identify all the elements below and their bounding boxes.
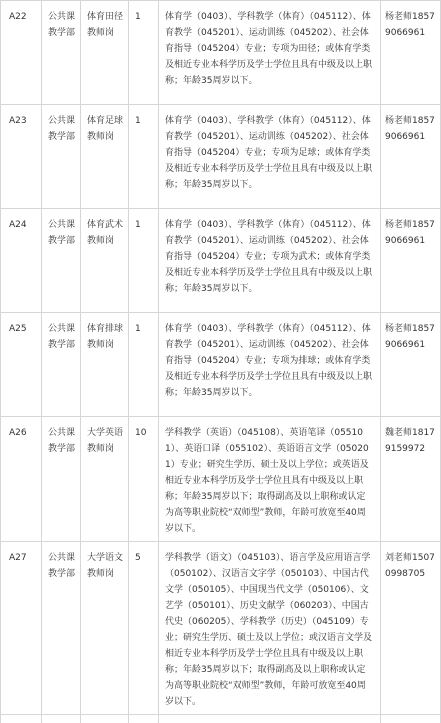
department-cell: 公共课教学部	[42, 542, 81, 715]
table-row	[1, 542, 441, 715]
position-name-cell: 体育排球教师岗	[81, 313, 129, 417]
department-cell: 公共课教学部	[42, 417, 81, 542]
position-code: A25	[1, 313, 42, 417]
position-code: A26	[1, 417, 42, 542]
department-cell: 公共课教学部	[42, 209, 81, 313]
headcount-cell: 5	[129, 542, 159, 715]
requirements-cell: 学科教学（英语）（045108）、英语笔译（055101）、英语口译（055102）、英语语言文学（050201）专业；研究生学历、硕士及以上学位；或英语及相近专业本科学历及学士学位且具有中级及以上职称；年龄35周岁以下；取得副高及以上职称或认定为高等职业院校“双师型”教师，年龄可放宽至40周岁以下。	[159, 417, 381, 542]
requirements-cell: 体育学（0403）、学科教学（体育）（045112）、体育教学（045201）、运动训练（045202）、社会体育指导（045204）专业；专项为排球；或体育学类及相近专业本科学历及学士学位且具有中级及以上职称；年龄35周岁以下。	[159, 313, 381, 417]
table-row	[1, 417, 441, 542]
requirements-cell: 学科教学（语文）（045103）、语言学及应用语言学（050102）、汉语言文字学（050103）、中国古代文学（050105）、中国现当代文学（050106）、文艺学（050101）、历史文献学（060203）、中国古代史（060205）、学科教学（历史）（045109）专业；研究生学历、硕士及以上学位；或汉语言文学及相近专业本科学历及学士学位且具有中级及以上职称；年龄35周岁以下；取得副高及以上职称或认定为高等职业院校“双师型”教师，年龄可放宽至40周岁以下。	[159, 542, 381, 715]
department-cell: 公共课教学部	[42, 1, 81, 105]
contact-cell: 刘老师15070998705	[381, 542, 441, 715]
contact-cell: 杨老师18579066961	[381, 105, 441, 209]
headcount-cell: 1	[129, 105, 159, 209]
contact-cell: 杨老师18579066961	[381, 313, 441, 417]
position-name-cell: 体育田径教师岗	[81, 1, 129, 105]
headcount-cell: 10	[129, 417, 159, 542]
requirements-cell: 体育学（0403）、学科教学（体育）（045112）、体育教学（045201）、运动训练（045202）、社会体育指导（045204）专业；专项为田径；或体育学类及相近专业本科学历及学士学位且具有中级及以上职称；年龄35周岁以下。	[159, 1, 381, 105]
headcount-cell: 1	[129, 209, 159, 313]
department-cell: 公共课教学部	[42, 313, 81, 417]
position-name-cell: 大学语文教师岗	[81, 542, 129, 715]
headcount-cell: 1	[129, 313, 159, 417]
contact-cell: 魏老师18179159972	[381, 417, 441, 542]
position-name-cell: 大学英语教师岗	[81, 417, 129, 542]
position-code: A22	[1, 1, 42, 105]
position-code: A27	[1, 542, 42, 715]
table-row	[1, 313, 441, 417]
table-row	[1, 105, 441, 209]
position-name-cell: 体育武术教师岗	[81, 209, 129, 313]
position-code: A23	[1, 105, 42, 209]
table-row	[1, 209, 441, 313]
requirements-cell: 体育学（0403）、学科教学（体育）（045112）、体育教学（045201）、运动训练（045202）、社会体育指导（045204）专业；专项为足球；或体育学类及相近专业本科学历及学士学位且具有中级及以上职称；年龄35周岁以下。	[159, 105, 381, 209]
contact-cell: 杨老师18579066961	[381, 209, 441, 313]
requirements-cell: 体育学（0403）、学科教学（体育）（045112）、体育教学（045201）、运动训练（045202）、社会体育指导（045204）专业；专项为武术；或体育学类及相近专业本科学历及学士学位且具有中级及以上职称；年龄35周岁以下。	[159, 209, 381, 313]
position-name-cell: 体育足球教师岗	[81, 105, 129, 209]
table-row	[1, 1, 441, 105]
position-code: A24	[1, 209, 42, 313]
department-cell: 公共课教学部	[42, 105, 81, 209]
headcount-cell: 1	[129, 1, 159, 105]
contact-cell: 杨老师18579066961	[381, 1, 441, 105]
